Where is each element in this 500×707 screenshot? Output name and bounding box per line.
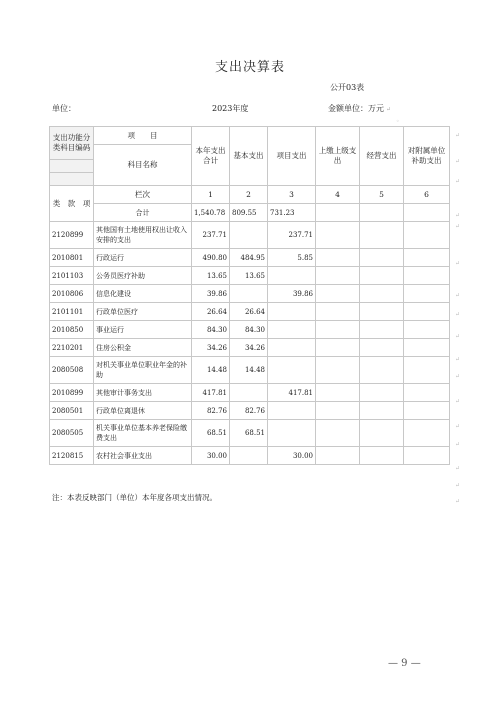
total-cell [404,204,450,222]
return-mark: ↵ [455,373,461,380]
total-cell: 82.76 [192,402,230,420]
col-header-2: 基本支出 [230,127,268,186]
name-cell: 其他国有土地使用权出让收入安排的支出 [94,222,192,249]
total-cell: 13.65 [192,267,230,285]
total-cell: 237.71 [192,222,230,249]
basic-cell [230,285,268,303]
table-row [50,420,450,447]
basic-cell [230,384,268,402]
empty-cell [404,420,450,447]
return-mark: ↵ [455,132,461,139]
total-cell: 14.48 [192,357,230,384]
name-cell: 信息化建设 [94,285,192,303]
table-row [50,285,450,303]
project-cell [268,339,316,357]
empty-cell [360,249,404,267]
code-header-filler [50,160,94,173]
empty-cell [404,222,450,249]
name-cell: 其他审计事务支出 [94,384,192,402]
code-cell: 2120899 [50,222,94,249]
project-cell [268,321,316,339]
table-row [50,267,450,285]
return-mark: ↵ [455,158,461,165]
empty-cell [360,447,404,465]
col-num-6: 6 [404,186,450,204]
return-mark: ↵ [455,482,461,489]
name-cell: 公务员医疗补助 [94,267,192,285]
table-row [50,402,450,420]
total-cell: 68.51 [192,420,230,447]
col-header-3: 项目支出 [268,127,316,186]
empty-cell [316,303,360,321]
total-cell: 26.64 [192,303,230,321]
project-cell: 39.86 [268,285,316,303]
total-cell [360,204,404,222]
return-mark: ↵ [455,178,461,185]
name-cell: 行政单位离退休 [94,402,192,420]
project-cell: 5.85 [268,249,316,267]
empty-cell [404,339,450,357]
return-mark: ↵ [455,292,461,299]
empty-cell [316,249,360,267]
lanci-header: 栏次 [94,186,192,204]
empty-cell [316,384,360,402]
lei-kuan-xiang-header: 类 款 项 [50,186,94,222]
basic-cell: 13.65 [230,267,268,285]
code-cell: 2101103 [50,267,94,285]
col-num-1: 1 [192,186,230,204]
empty-cell [316,447,360,465]
page-title: 支出决算表 [214,60,285,75]
empty-cell [316,222,360,249]
code-cell: 2010850 [50,321,94,339]
right-margin-marks [455,126,465,506]
table-note: 注：本表反映部门（单位）本年度各项支出情况。 [52,493,217,502]
empty-cell [404,402,450,420]
empty-cell [316,321,360,339]
name-cell: 住房公积金 [94,339,192,357]
code-cell: 2101101 [50,303,94,321]
empty-cell [360,222,404,249]
money-unit-text: 金额单位：万元 [328,104,384,113]
code-cell: 2010801 [50,249,94,267]
col-header-4: 上缴上级支出 [316,127,360,186]
empty-cell [404,357,450,384]
empty-cell [404,321,450,339]
basic-cell: 34.26 [230,339,268,357]
corner-mark: ◦ [396,118,400,125]
item-header: 项 目 [94,127,192,145]
basic-cell: 82.76 [230,402,268,420]
table-row [50,357,450,384]
empty-cell [316,420,360,447]
col-header-5: 经营支出 [360,127,404,186]
empty-cell [404,267,450,285]
project-cell [268,267,316,285]
col-header-1: 本年支出合计 [192,127,230,186]
return-mark: ↵ [455,212,461,219]
empty-cell [360,384,404,402]
table-row [50,339,450,357]
empty-cell [404,447,450,465]
empty-cell [360,420,404,447]
project-cell: 237.71 [268,222,316,249]
name-cell: 农村社会事业支出 [94,447,192,465]
return-mark: ↵ [455,465,461,472]
name-header: 科目名称 [94,145,192,186]
empty-cell [404,249,450,267]
code-cell: 2010806 [50,285,94,303]
code-cell: 2080508 [50,357,94,384]
code-cell: 2210201 [50,339,94,357]
basic-cell: 484.95 [230,249,268,267]
unit-label: 单位： [52,104,76,113]
table-row [50,321,450,339]
col-num-2: 2 [230,186,268,204]
return-mark: ↵ [455,333,461,340]
empty-cell [360,339,404,357]
col-header-6: 对附属单位补助支出 [404,127,450,186]
form-number: 公开03表 [330,83,365,92]
return-mark: ↵ [386,106,392,113]
name-cell: 事业运行 [94,321,192,339]
empty-cell [316,339,360,357]
project-cell [268,420,316,447]
code-header-filler [50,173,94,186]
money-unit [328,103,391,114]
total-label: 合计 [94,204,192,222]
project-cell [268,402,316,420]
code-cell: 2080501 [50,402,94,420]
project-cell: 417.81 [268,384,316,402]
basic-cell [230,222,268,249]
total-cell: 34.26 [192,339,230,357]
empty-cell [360,303,404,321]
total-cell: 30.00 [192,447,230,465]
col-num-5: 5 [360,186,404,204]
table-row [50,222,450,249]
return-mark: ↵ [455,311,461,318]
code-cell: 2120815 [50,447,94,465]
total-cell: 731.23 [268,204,316,222]
page-number: — 9 — [388,658,421,669]
empty-cell [360,357,404,384]
code-cell: 2010899 [50,384,94,402]
total-cell: 1,540.78 [192,204,230,222]
basic-cell: 26.64 [230,303,268,321]
name-cell: 对机关事业单位职业年金的补助 [94,357,192,384]
return-mark: ↵ [455,356,461,363]
project-cell [268,357,316,384]
empty-cell [316,402,360,420]
table-row [50,447,450,465]
expenditure-table [49,126,450,465]
name-cell: 机关事业单位基本养老保险缴费支出 [94,420,192,447]
empty-cell [316,285,360,303]
total-cell: 84.30 [192,321,230,339]
basic-cell: 84.30 [230,321,268,339]
return-mark: ↵ [455,223,461,230]
empty-cell [360,402,404,420]
name-cell: 行政运行 [94,249,192,267]
total-cell [316,204,360,222]
empty-cell [404,384,450,402]
basic-cell: 68.51 [230,420,268,447]
return-mark: ↵ [455,260,461,267]
col-num-4: 4 [316,186,360,204]
col-num-3: 3 [268,186,316,204]
year-label: 2023年度 [212,104,249,113]
code-header: 支出功能分类科目编码 [50,127,94,160]
table-row [50,303,450,321]
code-cell: 2080505 [50,420,94,447]
return-mark: ↵ [455,498,461,505]
total-cell: 417.81 [192,384,230,402]
empty-cell [404,285,450,303]
total-cell: 809.55 [230,204,268,222]
name-cell: 行政单位医疗 [94,303,192,321]
empty-cell [404,303,450,321]
project-cell: 30.00 [268,447,316,465]
empty-cell [316,267,360,285]
empty-cell [360,321,404,339]
empty-cell [360,267,404,285]
basic-cell [230,447,268,465]
empty-cell [316,357,360,384]
project-cell [268,303,316,321]
return-mark: ↵ [455,398,461,405]
total-cell: 490.80 [192,249,230,267]
table-row [50,249,450,267]
total-cell: 39.86 [192,285,230,303]
return-mark: ↵ [455,423,461,430]
basic-cell: 14.48 [230,357,268,384]
table-row [50,384,450,402]
return-mark: ↵ [455,441,461,448]
empty-cell [360,285,404,303]
